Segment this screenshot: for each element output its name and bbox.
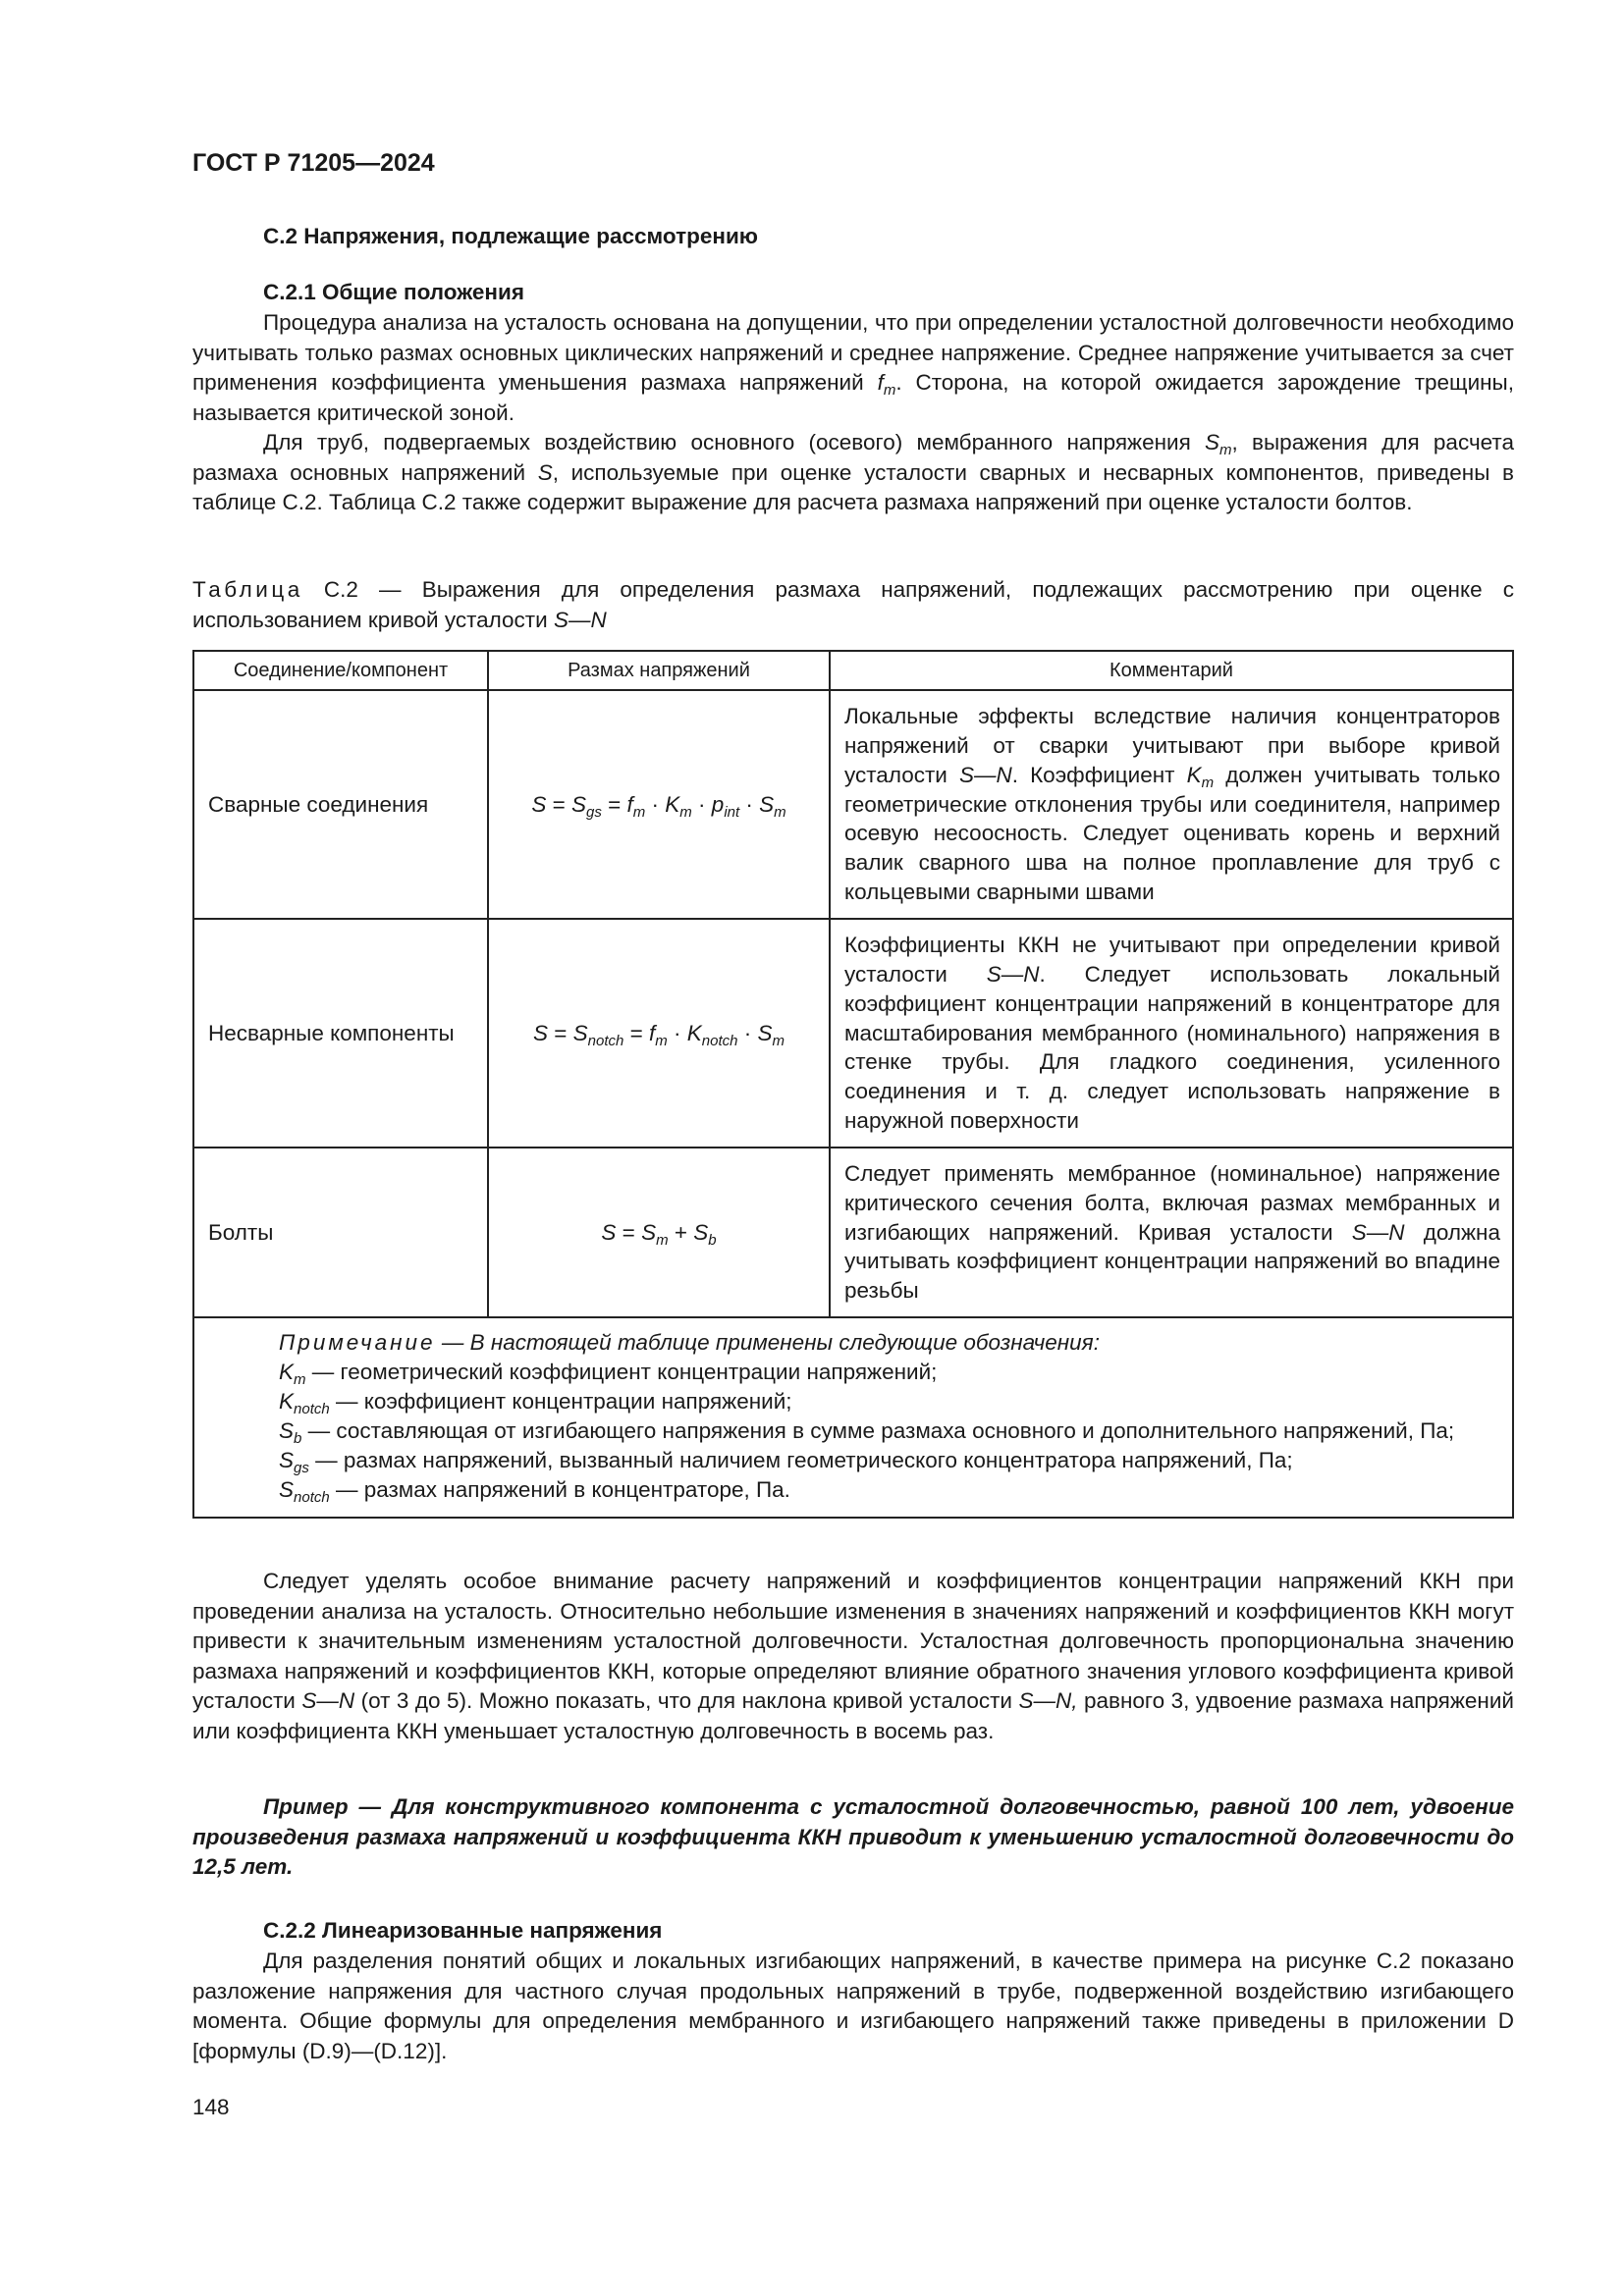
header-comment: Комментарий <box>830 651 1513 690</box>
paragraph-pipe-stress: Для труб, подвергаемых воздействию основного (осевого) мембранного напряжения $S_m$, выражения для расчета размаха основных напряжений S, используемые при оценке усталости сварных и несварных компонентов, приведены в таблице С.2. Таблица С.2 также содержит выражение для расчета размаха напряжений при оценке усталости болтов. <box>192 430 1515 514</box>
table-header-row <box>193 651 1513 690</box>
example-paragraph: Пример — Для конструктивного компонента с усталостной долговечностью, равной 100 лет, удвоение произведения размаха напряжений и коэффициента ККН приводит к уменьшению усталостной долговечности до 12,5 лет. <box>192 1794 1514 1879</box>
cell-component-bolts: Болты <box>193 1148 488 1317</box>
stress-range-table <box>192 650 1514 1519</box>
table-note <box>193 1317 1513 1518</box>
linearized-stress-text <box>192 1947 1514 2066</box>
header-stress-range: Размах напряжений <box>488 651 830 690</box>
table-row-bolts <box>193 1148 1513 1317</box>
cell-formula-welded: $S = S_{gs} = f_m \cdot K_m \cdot p_{int} \cdot S_m$ <box>488 690 830 919</box>
note-item-sgs: $S_{gs}$ — размах напряжений, вызванный наличием геометрического концентратора напряжений, Па; <box>279 1448 1293 1476</box>
subsection-title-linearized: С.2.2 Линеаризованные напряжения <box>263 1918 663 1943</box>
general-provisions-text <box>192 308 1514 518</box>
cell-formula-bolts: $S = S_m + S_b$ <box>488 1148 830 1317</box>
cell-component-nonwelded: Несварные компоненты <box>193 919 488 1148</box>
paragraph-kkn-attention: Следует уделять особое внимание расчету напряжений и коэффициентов концентрации напряжений ККН при проведении анализа на усталость. Относительно небольшие изменения в значениях напряжений и коэффициентов ККН могут привести к значительным изменениям усталостной долговечности. Усталостная долговечность пропорциональна значению размаха напряжений и коэффициентов ККН, которые определяют влияние обратного значения углового коэффициента кривой усталости S—N (от 3 до 5). Можно показать, что для наклона кривой усталости S—N, равного 3, удвоение размаха напряжений или коэффициента ККН уменьшает усталостную долговечность в восемь раз. <box>192 1569 1514 1743</box>
note-item-sb: $S_b$ — составляющая от изгибающего напряжения в сумме размаха основного и дополнительного напряжений, Па; <box>279 1418 1455 1447</box>
subsection-title-general: С.2.1 Общие положения <box>263 280 524 304</box>
note-heading: Примечание — В настоящей таблице применены следующие обозначения: <box>279 1330 1100 1355</box>
page-number: 148 <box>192 2095 230 2119</box>
cell-component-welded: Сварные соединения <box>193 690 488 919</box>
cell-comment-nonwelded: Коэффициенты ККН не учитывают при определении кривой усталости S—N. Следует использовать локальный коэффициент концентрации напряжений в концентраторе для масштабирования мембранного (номинального) напряжения в стенке трубы. Для гладкого соединения, усиленного соединения и т. д. следует использовать напряжение в наружной поверхности <box>830 919 1513 1148</box>
note-item-km: $K_m$ — геометрический коэффициент концентрации напряжений; <box>279 1360 938 1388</box>
table-note-row <box>193 1317 1513 1518</box>
document-code-header: ГОСТ Р 71205—2024 <box>192 149 435 177</box>
note-item-snotch: $S_{notch}$ — размах напряжений в концентраторе, Па. <box>279 1477 790 1506</box>
paragraph-fatigue-procedure: Процедура анализа на усталость основана на допущении, что при определении усталостной долговечности необходимо учитывать только размах основных циклических напряжений и среднее напряжение. Среднее напряжение учитывается за счет применения коэффициента уменьшения размаха напряжений $f_m$. Сторона, на которой ожидается зарождение трещины, называется критической зоной. <box>192 310 1514 425</box>
stress-concentration-text <box>192 1567 1514 1746</box>
cell-comment-welded: Локальные эффекты вследствие наличия концентраторов напряжений от сварки учитывают при выборе кривой усталости S—N. Коэффициент $K_m$ должен учитывать только геометрические отклонения трубы или соединителя, например осевую несоосность. Следует оценивать корень и верхний валик сварного шва на полное проплавление для труб с кольцевыми сварными швами <box>830 690 1513 919</box>
table-caption: Таблица С.2 — Выражения для определения размаха напряжений, подлежащих рассмотрению при оценке с использованием кривой усталости S—N <box>192 577 1514 632</box>
table-row-nonwelded <box>193 919 1513 1148</box>
note-item-knotch: $K_{notch}$ — коэффициент концентрации напряжений; <box>279 1389 792 1417</box>
paragraph-linearized: Для разделения понятий общих и локальных изгибающих напряжений, в качестве примера на рисунке С.2 показано разложение напряжения для частного случая продольных напряжений в трубе, подверженной воздействию изгибающего момента. Общие формулы для определения мембранного и изгибающего напряжений также приведены в приложении D [формулы (D.9)—(D.12)]. <box>192 1949 1514 2063</box>
section-title: С.2 Напряжения, подлежащие рассмотрению <box>263 224 758 248</box>
table-row-welded <box>193 690 1513 919</box>
cell-comment-bolts: Следует применять мембранное (номинальное) напряжение критического сечения болта, включая размах мембранных и изгибающих напряжений. Кривая усталости S—N должна учитывать коэффициент концентрации напряжений во впадине резьбы <box>830 1148 1513 1317</box>
cell-formula-nonwelded: $S = S_{notch} = f_m \cdot K_{notch} \cdot S_m$ <box>488 919 830 1148</box>
header-component: Соединение/компонент <box>193 651 488 690</box>
